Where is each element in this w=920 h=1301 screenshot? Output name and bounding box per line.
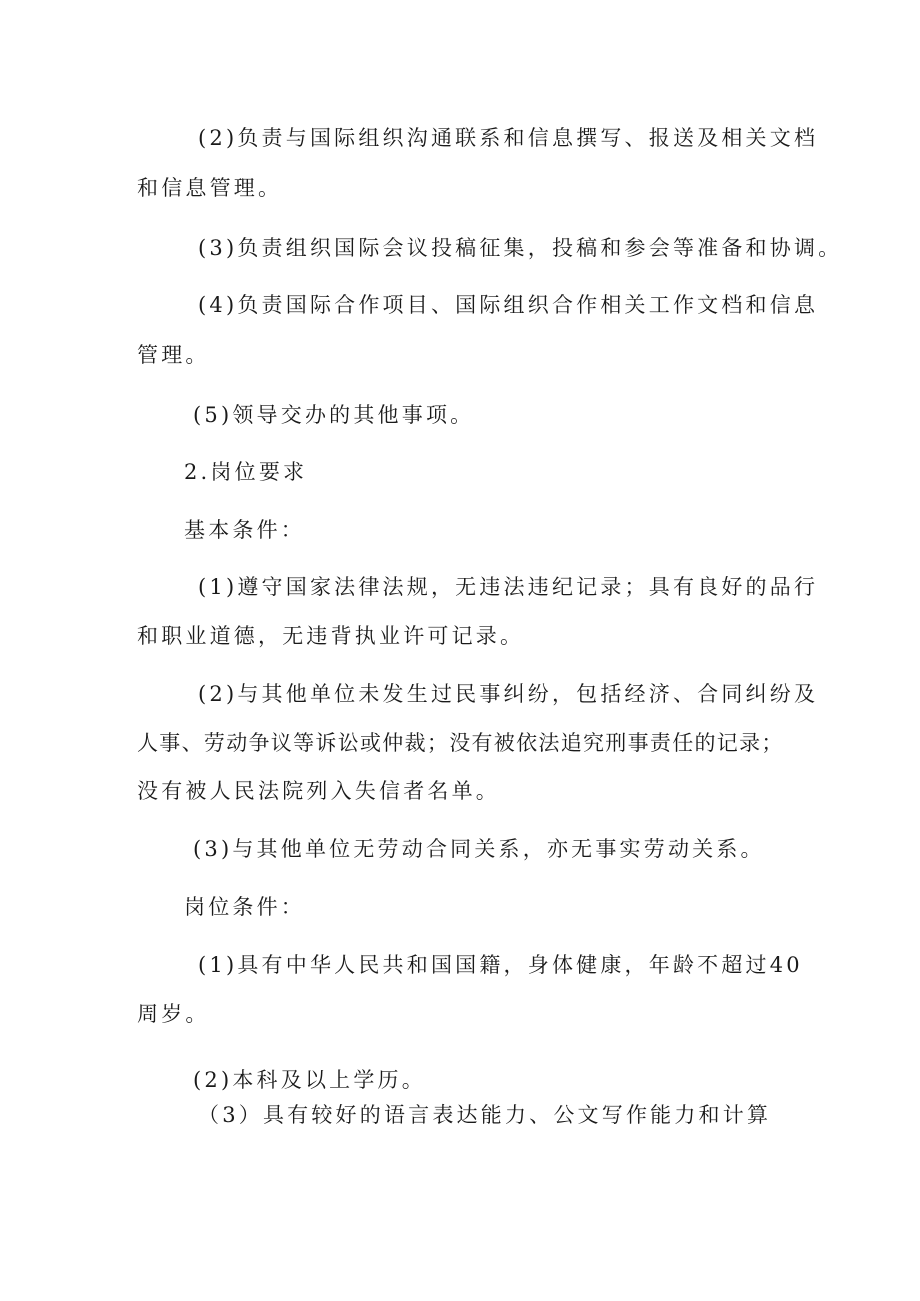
- basic-item-2-line-1: (2)与其他单位未发生过民事纠纷，包括经济、合同纠纷及: [198, 682, 819, 706]
- position-item-1-line-1: (1)具有中华人民共和国国籍，身体健康，年龄不超过40: [198, 953, 803, 977]
- duty-item-4-line-1: (4)负责国际合作项目、国际组织合作相关工作文档和信息: [198, 293, 819, 317]
- requirements-heading: 2.岗位要求: [184, 460, 308, 484]
- basic-conditions-heading: 基本条件：: [184, 518, 305, 542]
- duty-item-5: (5)领导交办的其他事项。: [193, 403, 475, 427]
- position-item-2: (2)本科及以上学历。: [193, 1068, 426, 1092]
- duty-item-4-line-2: 管理。: [137, 343, 210, 367]
- basic-item-2-line-2: 人事、劳动争议等诉讼或仲裁；没有被依法追究刑事责任的记录；: [137, 731, 784, 755]
- position-item-3: （3）具有较好的语言表达能力、公文写作能力和计算: [198, 1103, 772, 1127]
- duty-item-2-line-2: 和信息管理。: [137, 176, 283, 200]
- duty-item-3: (3)负责组织国际会议投稿征集，投稿和参会等准备和协调。: [198, 236, 843, 260]
- position-item-1-line-2: 周岁。: [137, 1002, 210, 1026]
- position-conditions-heading: 岗位条件：: [184, 895, 305, 919]
- basic-item-1-line-1: (1)遵守国家法律法规，无违法违纪记录；具有良好的品行: [198, 575, 819, 599]
- basic-item-2-line-3: 没有被人民法院列入失信者名单。: [137, 779, 500, 803]
- basic-item-3: (3)与其他单位无劳动合同关系，亦无事实劳动关系。: [193, 837, 765, 861]
- basic-item-1-line-2: 和职业道德，无违背执业许可记录。: [137, 624, 525, 648]
- duty-item-2-line-1: (2)负责与国际组织沟通联系和信息撰写、报送及相关文档: [198, 126, 819, 150]
